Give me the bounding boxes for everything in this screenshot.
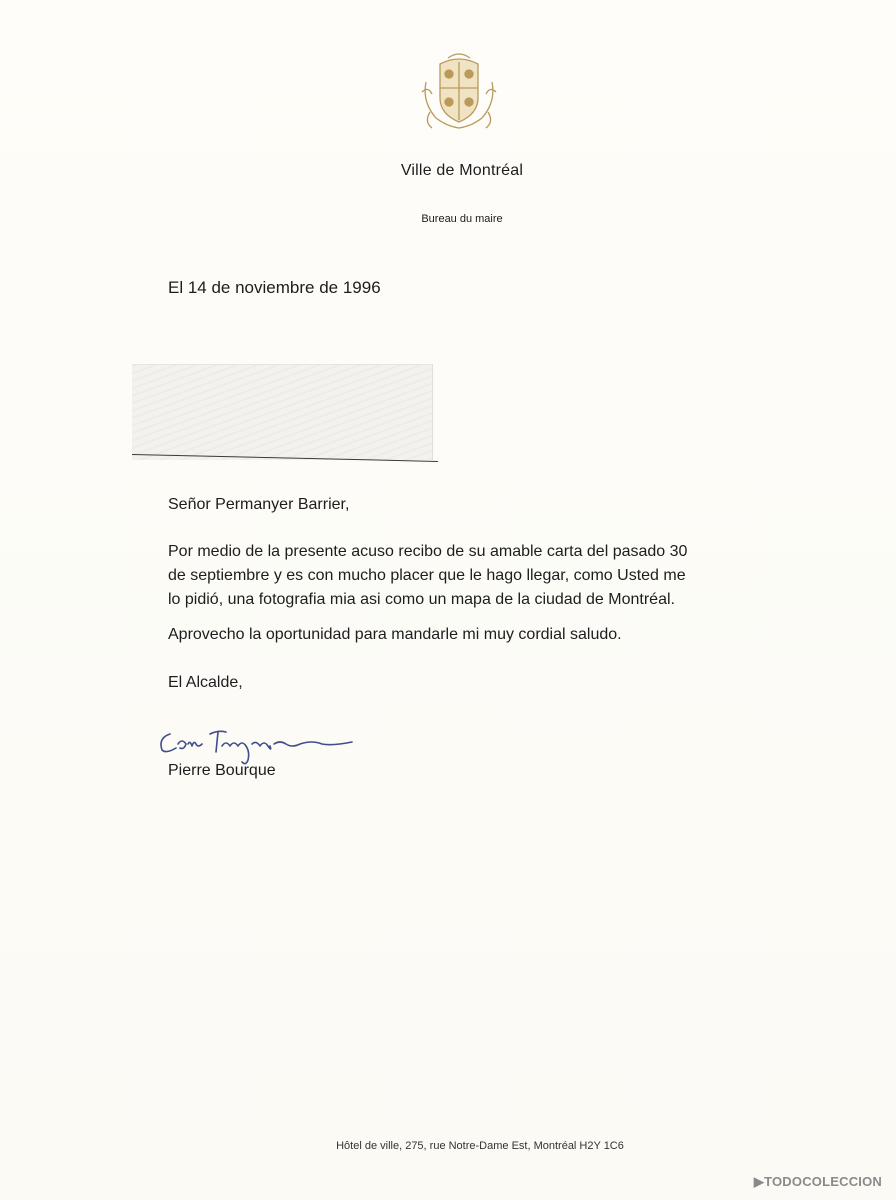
letter-date: El 14 de noviembre de 1996 [168, 278, 381, 297]
watermark-logo: ▶TODOCOLECCION [753, 1174, 882, 1189]
closing-paragraph: Aprovecho la oportunidad para mandarle mi muy cordial saludo. [168, 626, 622, 643]
signer-name: Pierre Bourque [168, 762, 276, 779]
office-name: Bureau du maire [421, 213, 503, 225]
footer-address: Hôtel de ville, 275, rue Notre-Dame Est, Montréal H2Y 1C6 [336, 1140, 624, 1152]
signer-title: El Alcalde, [168, 674, 243, 691]
city-name: Ville de Montréal [400, 162, 524, 179]
montreal-coat-of-arms-icon [418, 52, 500, 132]
salutation: Señor Permanyer Barrier, [168, 496, 350, 513]
redacted-address-block [132, 364, 433, 460]
body-paragraph: Por medio de la presente acuso recibo de su amable carta del pasado 30 de septiembre y es con mucho placer que le hago llegar, como Usted me lo pidió, una fotografia mia asi como un mapa de la ciudad de Montréal. [168, 543, 688, 608]
